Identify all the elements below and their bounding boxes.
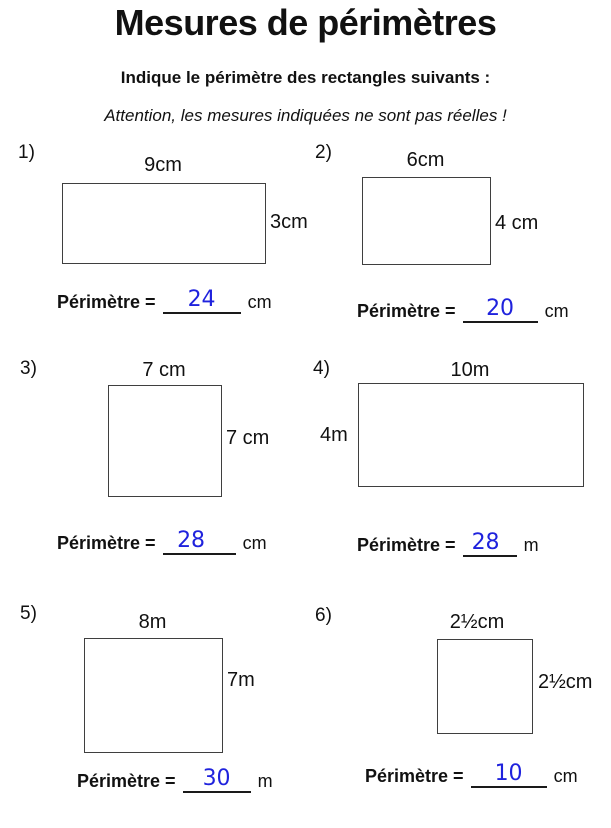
handwritten-answer: 10	[494, 761, 523, 786]
perimeter-label: Périmètre =	[57, 533, 156, 553]
exercise-6	[315, 600, 605, 815]
warning-note: Attention, les mesures indiquées ne sont pas réelles !	[104, 106, 507, 125]
rectangle-shape	[84, 638, 223, 753]
height-label: 4m	[320, 424, 348, 446]
perimeter-label: Périmètre =	[365, 766, 464, 786]
handwritten-answer: 30	[202, 766, 231, 791]
unit-label: cm	[242, 533, 267, 553]
unit-label: cm	[544, 301, 569, 321]
height-label: 7 cm	[226, 427, 270, 449]
width-label: 10m	[450, 359, 490, 381]
height-label: 2½cm	[538, 671, 593, 693]
rectangle-shape	[62, 183, 266, 264]
height-label: 7m	[227, 669, 255, 691]
answer-blank[interactable]	[471, 760, 547, 788]
perimeter-answer-row	[57, 527, 267, 555]
width-label: 7 cm	[142, 359, 186, 381]
width-label: 8m	[138, 611, 167, 633]
perimeter-answer-row	[357, 529, 539, 557]
exercise-3	[15, 355, 305, 555]
perimeter-answer-row	[57, 286, 272, 314]
exercise-number: 6)	[315, 605, 332, 626]
perimeter-label: Périmètre =	[77, 771, 176, 791]
exercise-number: 2)	[315, 142, 332, 163]
exercise-number: 5)	[20, 603, 37, 624]
handwritten-answer: 28	[177, 528, 206, 553]
exercise-5	[15, 600, 305, 815]
exercise-2	[315, 140, 600, 330]
width-label: 9cm	[144, 154, 182, 176]
exercise-number: 1)	[18, 142, 35, 163]
height-label: 4 cm	[495, 212, 539, 234]
exercise-number: 3)	[20, 358, 37, 379]
perimeter-answer-row	[357, 295, 569, 323]
height-label: 3cm	[270, 211, 308, 233]
instruction-text: Indique le périmètre des rectangles suivants :	[120, 68, 491, 87]
perimeter-label: Périmètre =	[357, 301, 456, 321]
unit-label: m	[257, 771, 273, 791]
exercise-4	[313, 355, 603, 555]
answer-blank[interactable]	[163, 527, 236, 555]
unit-label: m	[523, 535, 539, 555]
rectangle-shape	[362, 177, 491, 265]
perimeter-label: Périmètre =	[357, 535, 456, 555]
unit-label: cm	[247, 292, 272, 312]
answer-blank[interactable]	[463, 295, 538, 323]
rectangle-shape	[358, 383, 584, 487]
rectangle-shape	[108, 385, 222, 497]
handwritten-answer: 24	[187, 287, 216, 312]
width-label: 6cm	[406, 149, 445, 171]
exercise-number: 4)	[313, 358, 330, 379]
answer-blank[interactable]	[183, 765, 251, 793]
perimeter-label: Périmètre =	[57, 292, 156, 312]
exercise-1	[15, 140, 308, 325]
page-title: Mesures de périmètres	[114, 2, 497, 43]
perimeter-answer-row	[77, 765, 273, 793]
rectangle-shape	[437, 639, 533, 734]
answer-blank[interactable]	[463, 529, 517, 557]
perimeter-answer-row	[365, 760, 578, 788]
width-label: 2½cm	[449, 611, 505, 633]
handwritten-answer: 20	[486, 296, 515, 321]
handwritten-answer: 28	[471, 530, 500, 555]
answer-blank[interactable]	[163, 286, 241, 314]
unit-label: cm	[553, 766, 578, 786]
